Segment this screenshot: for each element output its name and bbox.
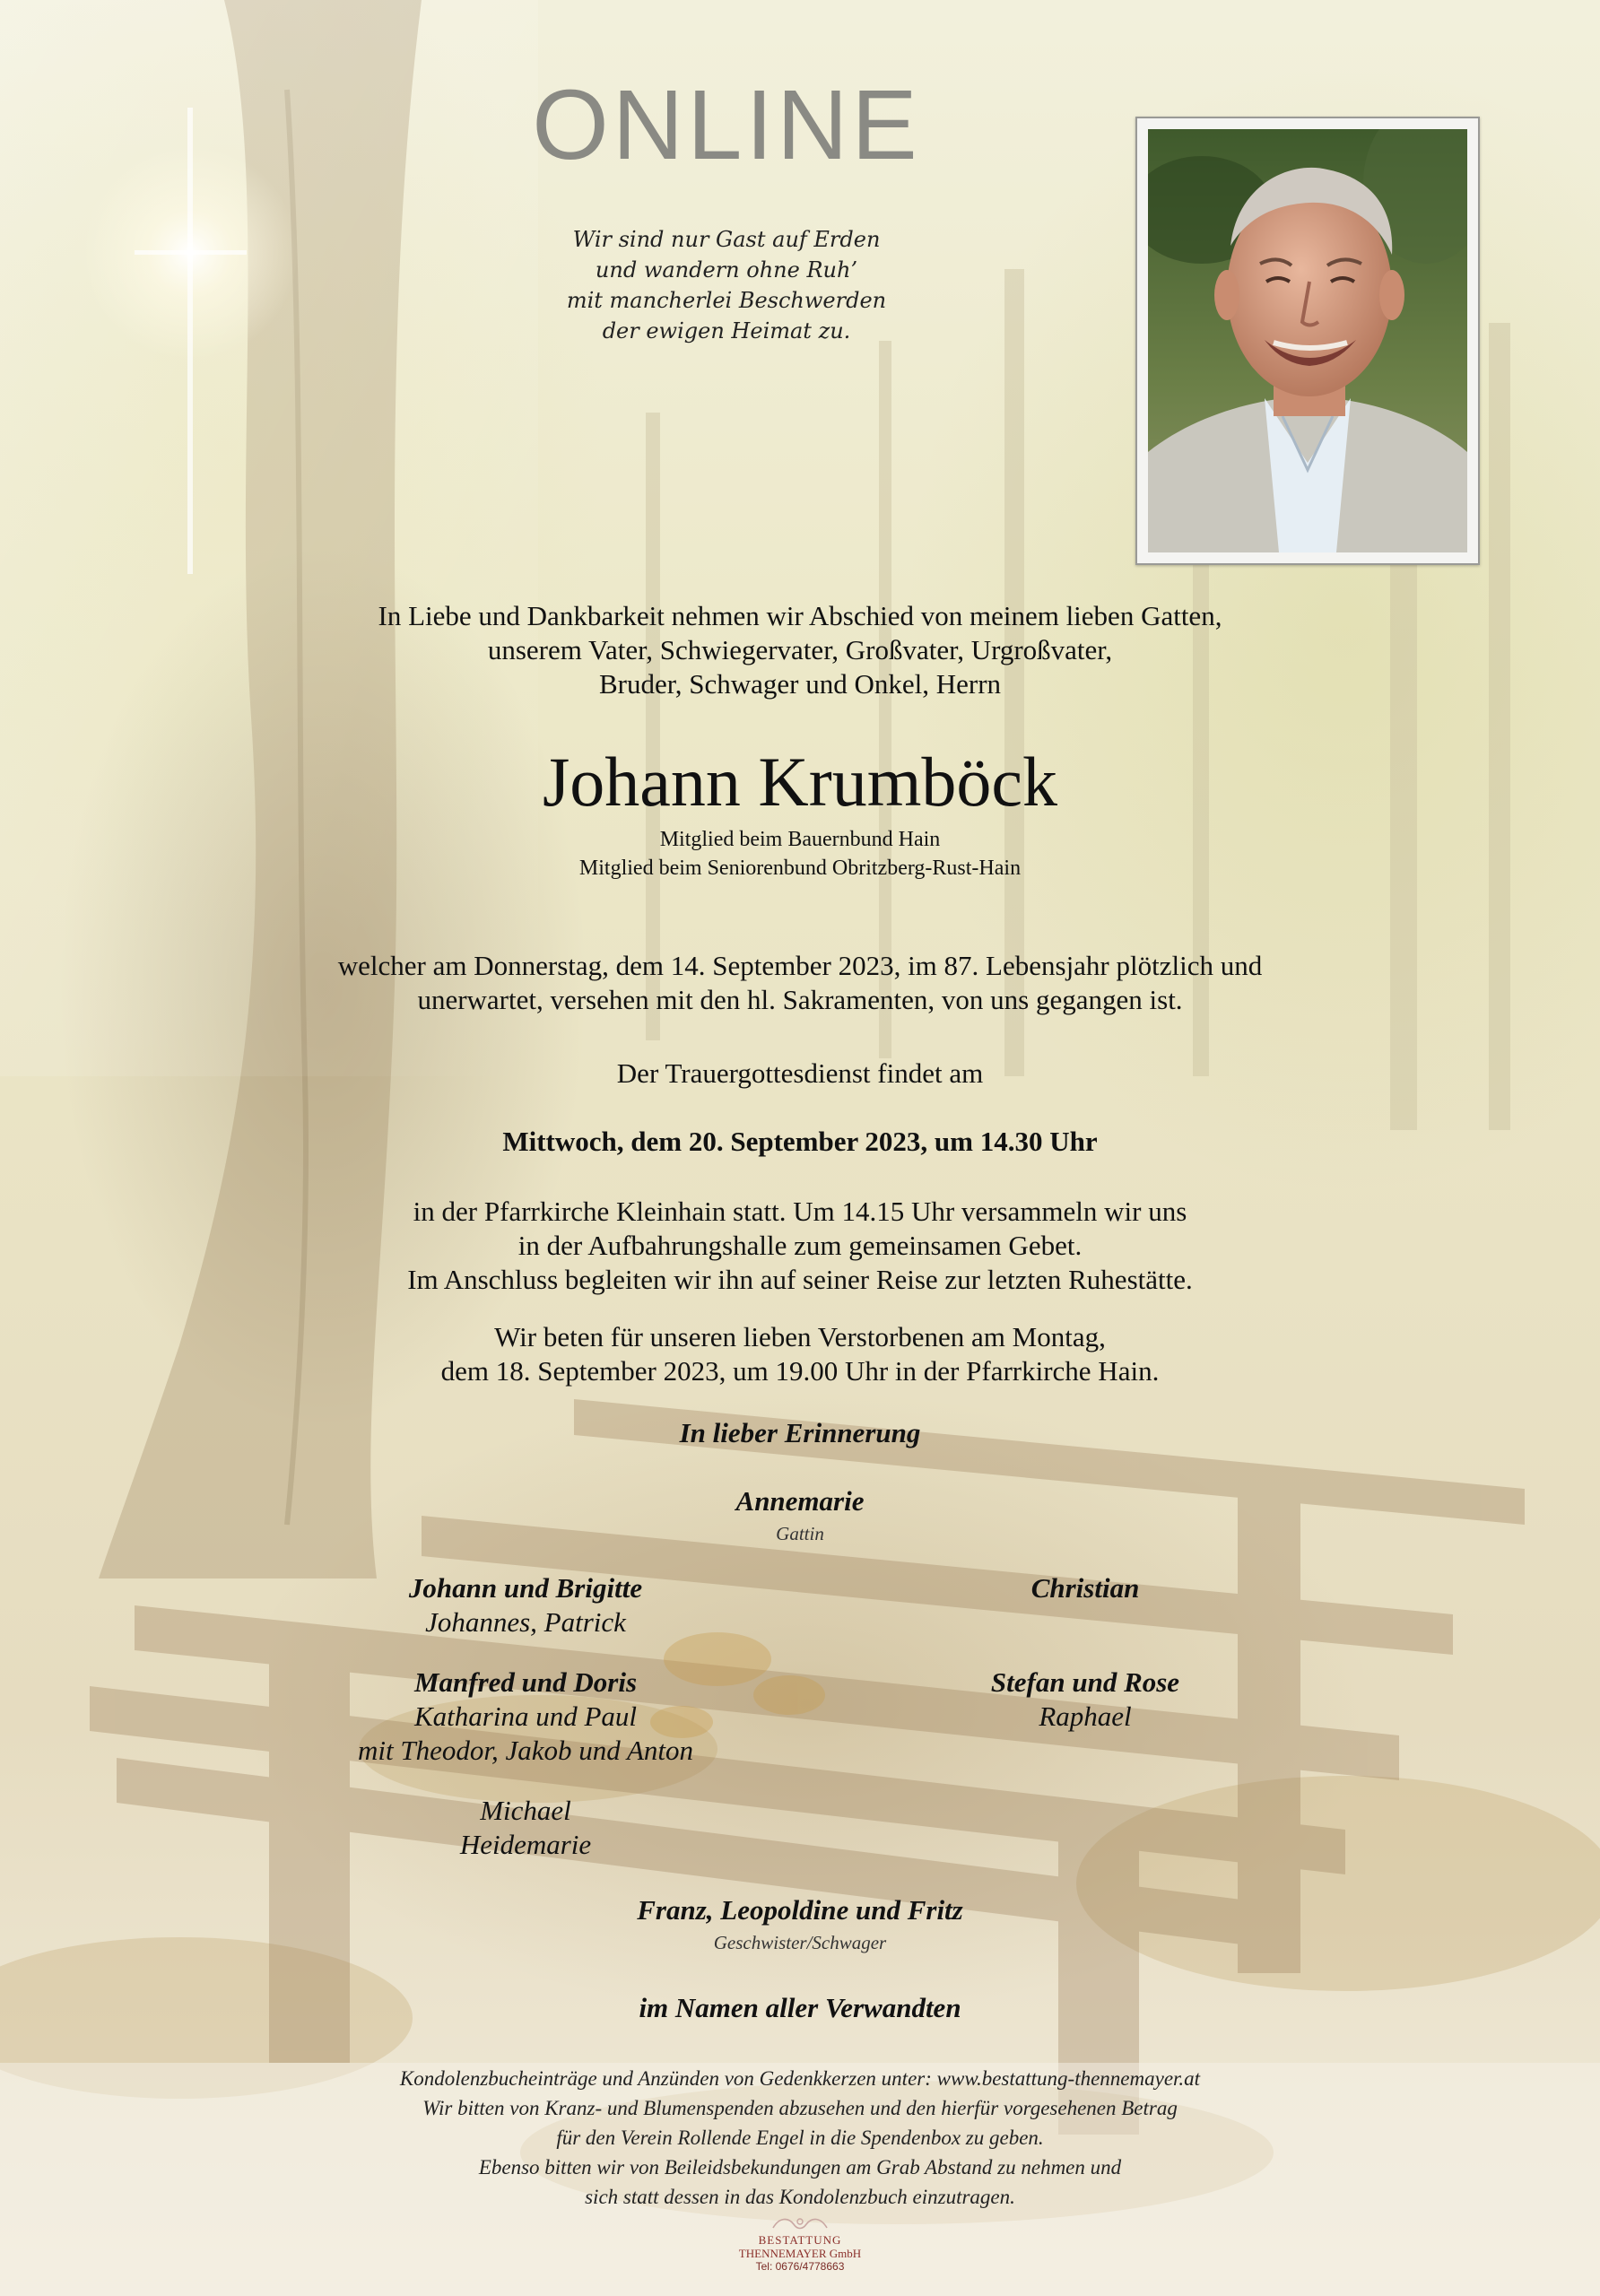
- logo-line: THENNEMAYER GmbH: [738, 2247, 862, 2260]
- footer-line: Kondolenzbucheinträge und Anzünden von Gedenkkerzen unter: www.bestattung-thennemayer.at: [399, 2067, 1201, 2090]
- intro-line: unserem Vater, Schwiegervater, Großvater, Urgroßvater,: [487, 634, 1113, 665]
- service-place-line: in der Pfarrkirche Kleinhain statt. Um 14.15 Uhr versammeln wir uns: [413, 1196, 1187, 1227]
- intro-line: Bruder, Schwager und Onkel, Herrn: [598, 668, 1002, 700]
- poem-line: Wir sind nur Gast auf Erden: [572, 227, 881, 252]
- mourner-line: Michael: [480, 1795, 571, 1826]
- footer-line: sich statt dessen in das Kondolenzbuch einzutragen.: [585, 2186, 1015, 2208]
- footer-line: Wir bitten von Kranz- und Blumenspenden abzusehen und den hierfür vorgesehenen Betrag: [422, 2097, 1178, 2119]
- service-date: Mittwoch, dem 20. September 2023, um 14.30 Uhr: [502, 1126, 1098, 1157]
- closing-line: im Namen aller Verwandten: [639, 1992, 961, 2023]
- mourner-group: [861, 1665, 1309, 1734]
- portrait-photo: [1148, 129, 1467, 552]
- mourner-line: mit Theodor, Jakob und Anton: [358, 1735, 693, 1766]
- funeral-home-logo: [710, 2213, 890, 2274]
- membership-line: Mitglied beim Bauernbund Hain: [659, 828, 941, 851]
- poem-line: der ewigen Heimat zu.: [602, 318, 851, 344]
- memberships: [0, 825, 1600, 883]
- logo-phone: Tel: 0676/4778663: [755, 2260, 845, 2273]
- spouse-name: Annemarie: [735, 1485, 865, 1517]
- poem: [502, 224, 951, 346]
- siblings-name: Franz, Leopoldine und Fritz: [637, 1894, 963, 1926]
- mourner-line: Katharina und Paul: [413, 1700, 637, 1732]
- vigil-line: dem 18. September 2023, um 19.00 Uhr in der Pfarrkirche Hain.: [440, 1355, 1160, 1387]
- mourner-group: [861, 1571, 1309, 1605]
- mourner-name: Johann und Brigitte: [408, 1572, 643, 1604]
- ornament-icon: [769, 2213, 831, 2233]
- passing-line: welcher am Donnerstag, dem 14. September 2023, im 87. Lebensjahr plötzlich und: [337, 950, 1263, 981]
- poem-line: mit mancherlei Beschwerden: [566, 288, 887, 313]
- mourner-name: Stefan und Rose: [990, 1666, 1180, 1698]
- logo-line: BESTATTUNG: [758, 2233, 842, 2247]
- memory-heading: In lieber Erinnerung: [679, 1417, 921, 1448]
- mourner-name: Christian: [1030, 1572, 1140, 1604]
- spouse-role: Gattin: [776, 1523, 824, 1544]
- mourner-name: Manfred und Doris: [413, 1666, 638, 1698]
- vigil-text: [0, 1320, 1600, 1388]
- service-intro: Der Trauergottesdienst findet am: [616, 1057, 984, 1089]
- online-title: ONLINE: [532, 70, 921, 180]
- intro-text: [0, 599, 1600, 701]
- footer-line: Ebenso bitten wir von Beileidsbekundungen am Grab Abstand zu nehmen und: [478, 2156, 1122, 2179]
- poem-line: und wandern ohne Ruh’: [595, 257, 858, 283]
- mourner-line: Raphael: [1039, 1700, 1132, 1732]
- mourner-line: Heidemarie: [459, 1829, 592, 1860]
- passing-line: unerwartet, versehen mit den hl. Sakramenten, von uns gegangen ist.: [417, 984, 1183, 1015]
- portrait-frame: [1135, 117, 1480, 565]
- vigil-line: Wir beten für unseren lieben Verstorbenen am Montag,: [494, 1321, 1106, 1352]
- siblings-role: Geschwister/Schwager: [713, 1932, 887, 1953]
- passing-text: [0, 949, 1600, 1017]
- intro-line: In Liebe und Dankbarkeit nehmen wir Abschied von meinem lieben Gatten,: [378, 600, 1222, 631]
- deceased-name: Johann Krumböck: [542, 743, 1058, 821]
- service-place: [0, 1195, 1600, 1297]
- footer-notes: [0, 2064, 1600, 2212]
- footer-line: für den Verein Rollende Engel in die Spendenbox zu geben.: [556, 2126, 1044, 2149]
- mourner-line: Johannes, Patrick: [425, 1606, 626, 1638]
- mourner-group: [301, 1665, 750, 1768]
- membership-line: Mitglied beim Seniorenbund Obritzberg-Rust-Hain: [578, 857, 1022, 880]
- mourner-group: [301, 1571, 750, 1639]
- service-place-line: in der Aufbahrungshalle zum gemeinsamen Gebet.: [517, 1230, 1083, 1261]
- service-place-line: Im Anschluss begleiten wir ihn auf seiner Reise zur letzten Ruhestätte.: [407, 1264, 1193, 1295]
- mourner-group: [301, 1794, 750, 1862]
